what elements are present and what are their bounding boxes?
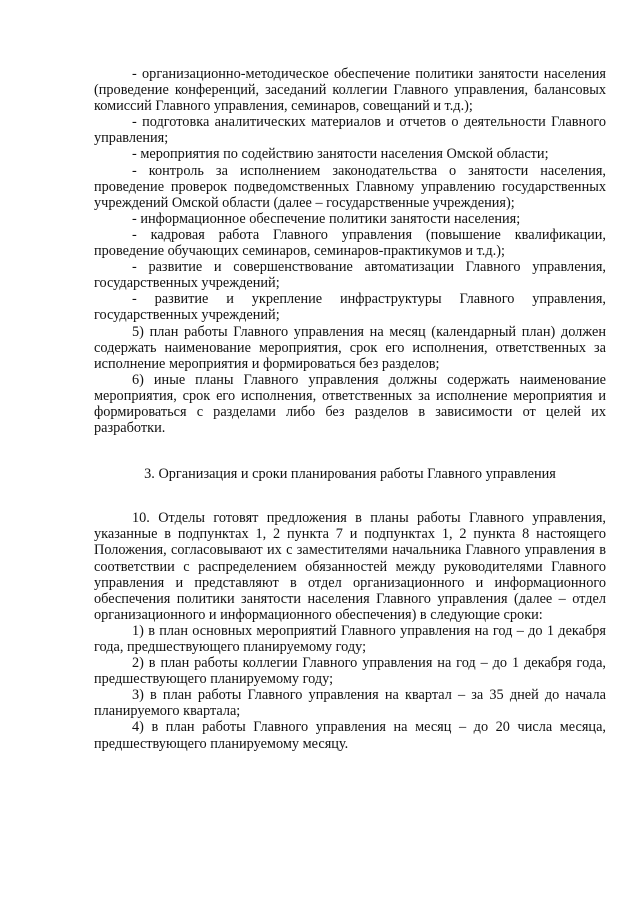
list-item-legislation-control: - контроль за исполнением законодательства о занятости населения, проведение проверок подведомственных Главному управлению государственных учреждений Омской области (далее – государственные учреждения); <box>94 162 606 211</box>
section-heading: 3. Организация и сроки планирования работы Главного управления <box>144 466 556 483</box>
list-item-analytical-materials: - подготовка аналитических материалов и отчетов о деятельности Главного управления; <box>94 114 606 147</box>
paragraph-item-10: 10. Отделы готовят предложения в планы работы Главного управления, указанные в подпунктах 1, 2 пункта 7 и подпунктах 1, 2 пункта 8 настоящего Положения, согласовывают их с заместителями начальника Главного управления в соответствии с распределением обязанностей между руководителями Главного управления и представляют в отдел организационного и информационного обеспечения политики занятости населения Главного управления (далее – отдел организационного и информационного обеспечения) в следующие сроки: <box>94 510 606 623</box>
list-item-infrastructure: - развитие и укрепление инфраструктуры Главного управления, государственных учреждений; <box>94 291 606 324</box>
list-item-employment-measures: - мероприятия по содействию занятости населения Омской области; <box>132 146 549 163</box>
list-item-personnel-work: - кадровая работа Главного управления (повышение квалификации, проведение обучающих семинаров, семинаров-практикумов и т.д.); <box>94 226 606 260</box>
deadline-quarterly-plan: 3) в план работы Главного управления на квартал – за 35 дней до начала планируемого квартала; <box>94 687 606 720</box>
paragraph-other-plans: 6) иные планы Главного управления должны содержать наименование мероприятия, срок его исполнения, ответственных за исполнение мероприятия и формироваться с разделами либо без разделов в зависимости от целей их разработки. <box>94 371 606 437</box>
deadline-board-plan: 2) в план работы коллегии Главного управления на год – до 1 декабря года, предшествующего планируемому году; <box>94 655 606 688</box>
list-item-methodical-support: - организационно-методическое обеспечение политики занятости населения (проведение конференций, заседаний коллегии Главного управления, балансовых комиссий Главного управления, семинаров, совещаний и т.д.); <box>94 66 606 115</box>
list-item-automation: - развитие и совершенствование автоматизации Главного управления, государственных учреждений; <box>94 259 606 292</box>
deadline-annual-plan: 1) в план основных мероприятий Главного управления на год – до 1 декабря года, предшествующего планируемому году; <box>94 622 606 655</box>
paragraph-monthly-plan: 5) план работы Главного управления на месяц (календарный план) должен содержать наименование мероприятия, срок его исполнения, ответственных за исполнение мероприятия и формироваться без разделов; <box>94 323 606 372</box>
deadline-monthly-plan: 4) в план работы Главного управления на месяц – до 20 числа месяца, предшествующего планируемому месяцу. <box>94 719 606 752</box>
list-item-information-support: - информационное обеспечение политики занятости населения; <box>132 210 521 227</box>
